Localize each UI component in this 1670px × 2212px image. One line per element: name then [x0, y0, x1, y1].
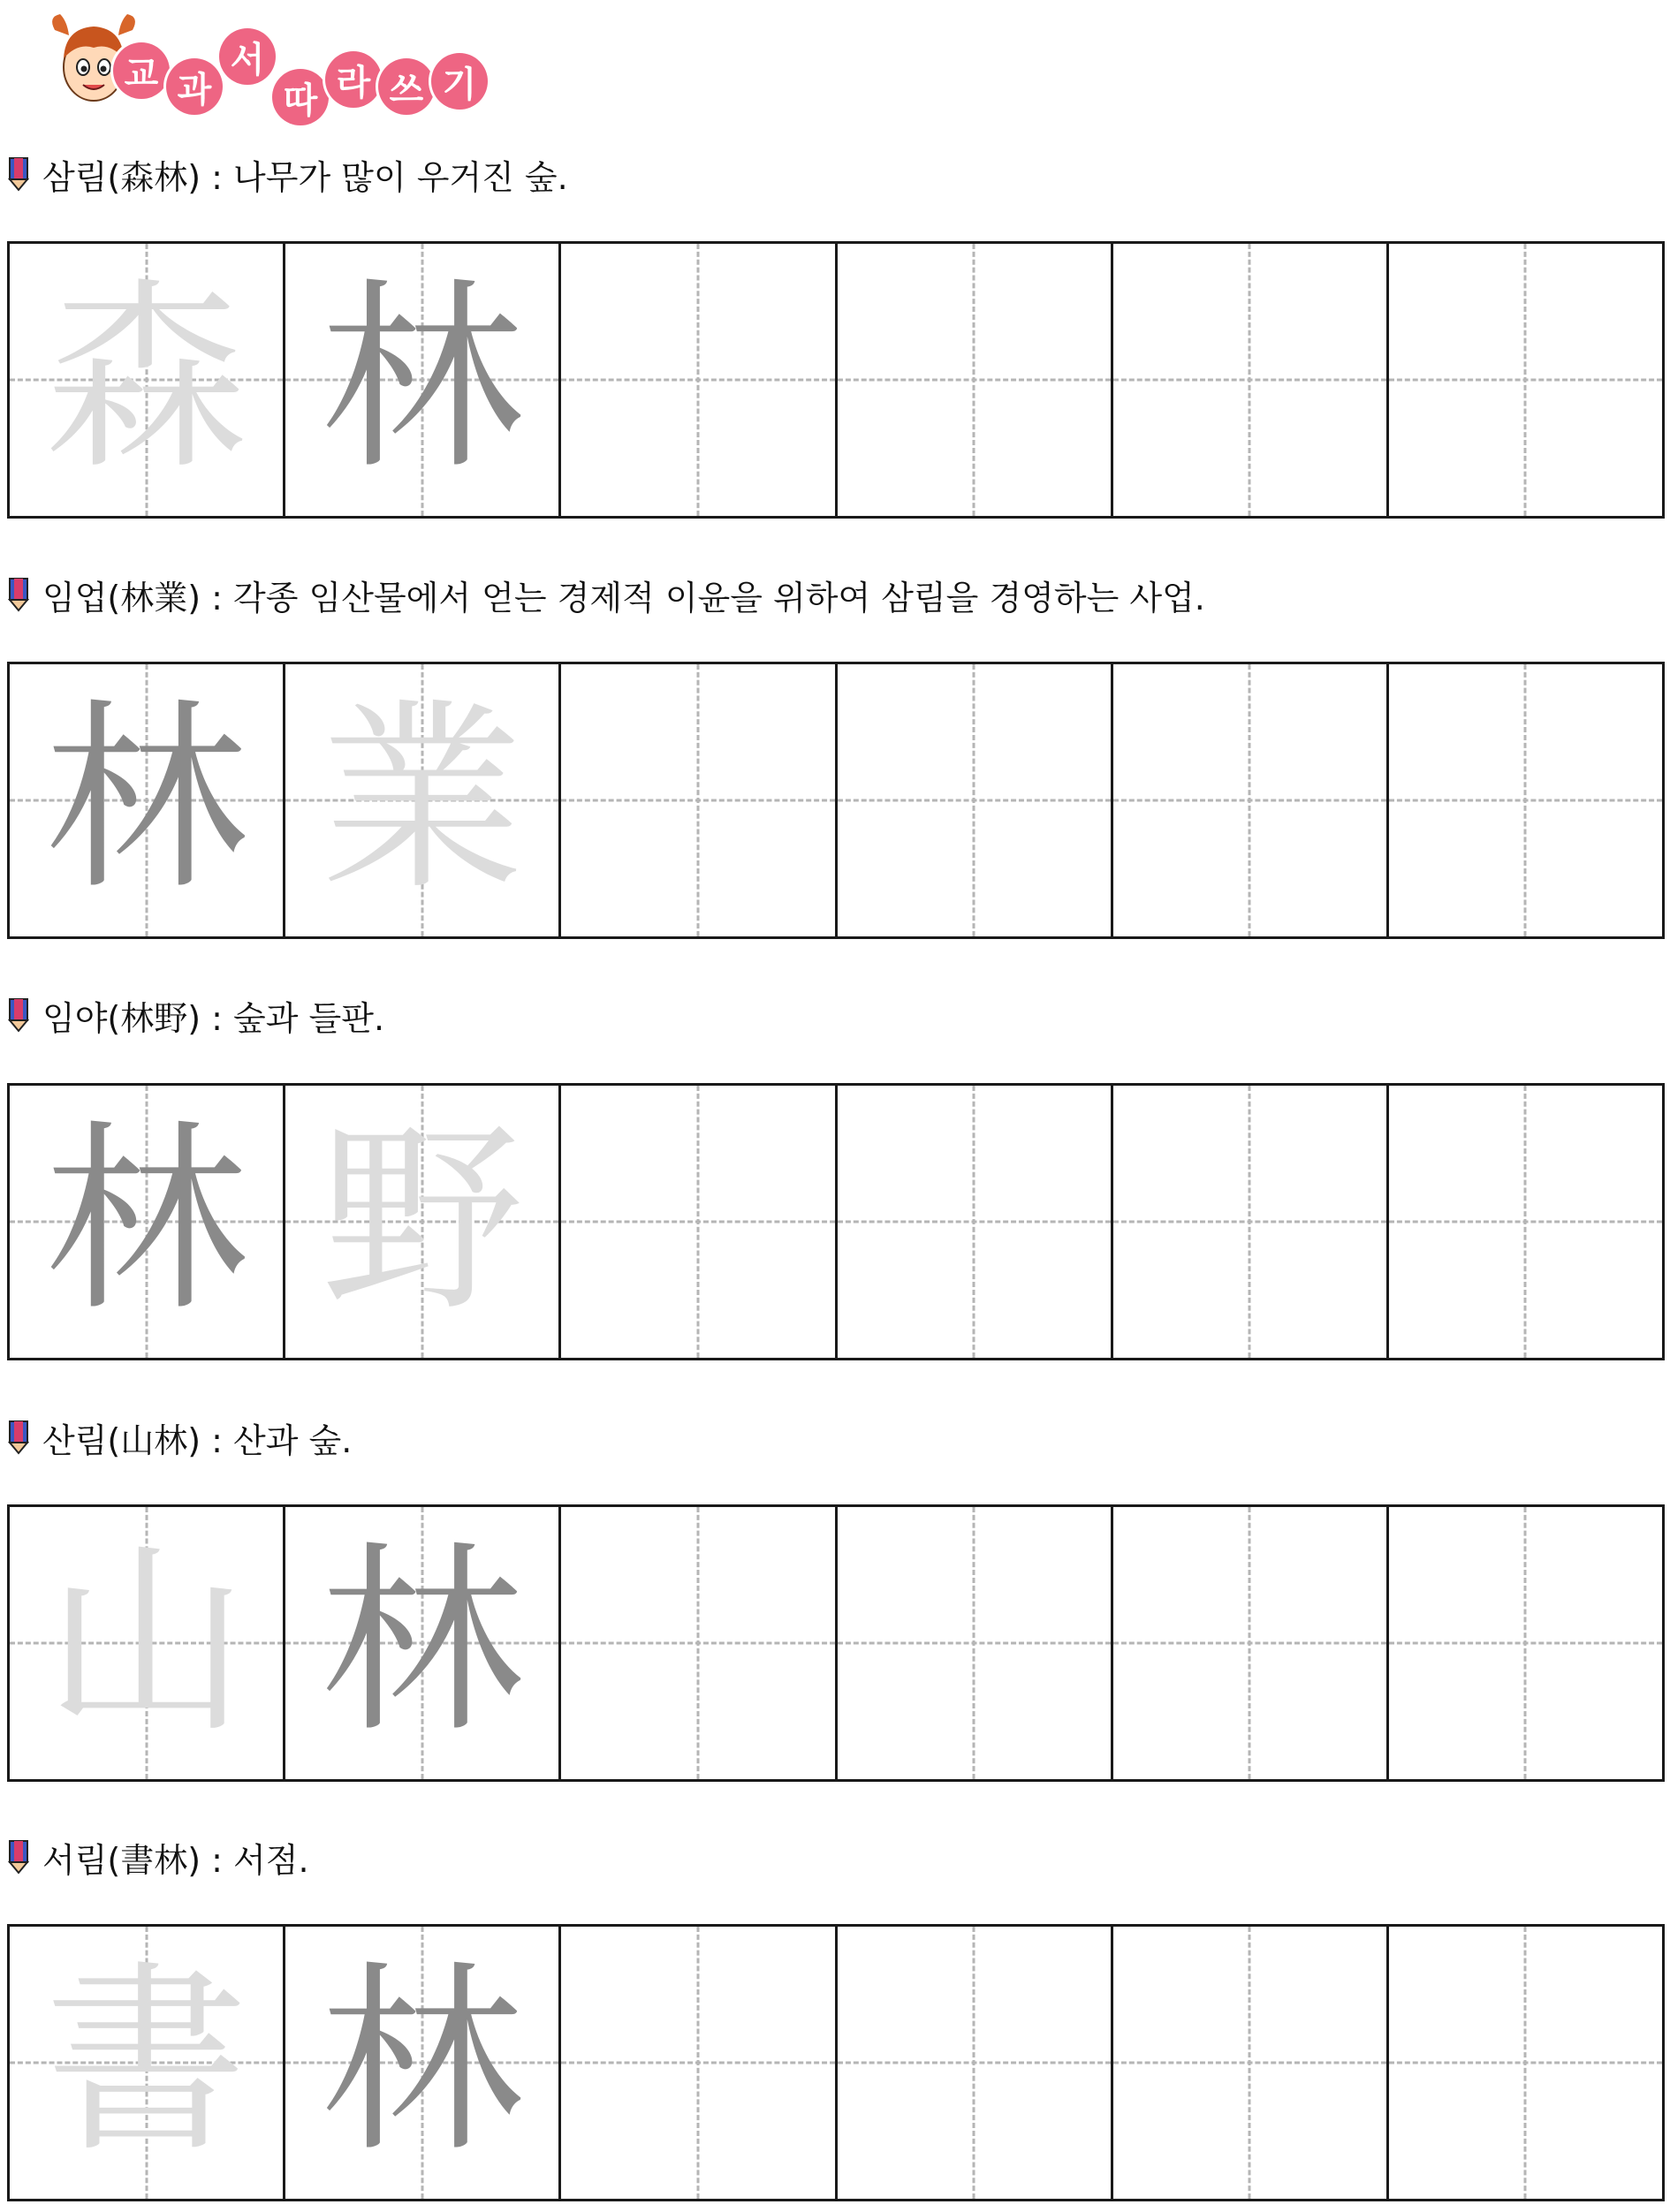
pencil-icon	[7, 577, 30, 612]
writing-cell[interactable]	[285, 244, 561, 516]
section-title-text: 산림(山林) : 산과 숲.	[42, 1420, 353, 1460]
writing-cell[interactable]	[561, 244, 837, 516]
section-title-text: 삼림(森林) : 나무가 많이 우거진 숲.	[42, 157, 568, 197]
header-logo	[18, 0, 477, 128]
writing-cell[interactable]	[838, 1086, 1113, 1358]
horizontal-guide-line	[1113, 799, 1386, 802]
writing-cell[interactable]	[10, 1086, 285, 1358]
logo-letter: 과	[166, 58, 223, 115]
writing-cell[interactable]	[1113, 1927, 1389, 2199]
guide-character: 森	[44, 261, 248, 497]
guide-character: 山	[44, 1525, 248, 1761]
section-title	[7, 572, 1205, 617]
writing-cell[interactable]	[561, 1507, 837, 1779]
writing-cell[interactable]	[285, 1086, 561, 1358]
writing-cell[interactable]	[1389, 244, 1662, 516]
section-title-text: 서림(書林) : 서점.	[42, 1840, 309, 1880]
logo-letter: 서	[219, 28, 276, 85]
horizontal-guide-line	[1113, 2062, 1386, 2064]
writing-cell[interactable]	[10, 244, 285, 516]
writing-cell[interactable]	[285, 664, 561, 936]
horizontal-guide-line	[561, 379, 834, 382]
practice-row	[7, 1083, 1665, 1360]
horizontal-guide-line	[1389, 1642, 1662, 1645]
section-title-text: 임야(林野) : 숲과 들판.	[42, 998, 385, 1038]
writing-cell[interactable]	[1389, 1927, 1662, 2199]
guide-character: 林	[320, 1525, 524, 1761]
logo-letter: 교	[113, 42, 170, 99]
practice-row	[7, 1924, 1665, 2201]
guide-character: 野	[320, 1103, 524, 1339]
writing-cell[interactable]	[10, 664, 285, 936]
writing-cell[interactable]	[1389, 664, 1662, 936]
writing-cell[interactable]	[1389, 1086, 1662, 1358]
writing-cell[interactable]	[838, 1927, 1113, 2199]
practice-row	[7, 662, 1665, 939]
horizontal-guide-line	[561, 799, 834, 802]
horizontal-guide-line	[1113, 1642, 1386, 1645]
writing-cell[interactable]	[838, 1507, 1113, 1779]
section-title	[7, 1835, 309, 1879]
horizontal-guide-line	[838, 799, 1111, 802]
horizontal-guide-line	[1389, 2062, 1662, 2064]
writing-cell[interactable]	[1113, 664, 1389, 936]
writing-cell[interactable]	[285, 1927, 561, 2199]
writing-cell[interactable]	[10, 1927, 285, 2199]
pencil-icon	[7, 1839, 30, 1875]
horizontal-guide-line	[561, 2062, 834, 2064]
pencil-icon	[7, 1420, 30, 1455]
writing-cell[interactable]	[561, 1086, 837, 1358]
horizontal-guide-line	[838, 1642, 1111, 1645]
writing-cell[interactable]	[1389, 1507, 1662, 1779]
writing-cell[interactable]	[838, 664, 1113, 936]
writing-cell[interactable]	[1113, 1086, 1389, 1358]
writing-cell[interactable]	[1113, 244, 1389, 516]
horizontal-guide-line	[561, 1221, 834, 1223]
pencil-icon	[7, 997, 30, 1033]
horizontal-guide-line	[1113, 379, 1386, 382]
guide-character: 林	[44, 682, 248, 918]
writing-cell[interactable]	[285, 1507, 561, 1779]
horizontal-guide-line	[1389, 379, 1662, 382]
practice-row	[7, 241, 1665, 519]
horizontal-guide-line	[838, 2062, 1111, 2064]
guide-character: 書	[44, 1944, 248, 2180]
horizontal-guide-line	[838, 1221, 1111, 1223]
section-title	[7, 152, 568, 196]
section-title	[7, 1415, 352, 1459]
guide-character: 林	[320, 1944, 524, 2180]
writing-cell[interactable]	[561, 1927, 837, 2199]
writing-cell[interactable]	[561, 664, 837, 936]
writing-cell[interactable]	[10, 1507, 285, 1779]
logo-letter: 따	[272, 69, 329, 125]
logo-letter: 라	[325, 51, 382, 108]
horizontal-guide-line	[561, 1642, 834, 1645]
section-title-text: 임업(林業) : 각종 임산물에서 얻는 경제적 이윤을 위하여 삼림을 경영하는 사업.	[42, 578, 1205, 617]
logo-letter: 쓰	[378, 58, 435, 115]
guide-character: 林	[320, 261, 524, 497]
practice-row	[7, 1504, 1665, 1782]
logo-letter: 기	[431, 53, 488, 110]
horizontal-guide-line	[838, 379, 1111, 382]
guide-character: 業	[320, 682, 524, 918]
writing-cell[interactable]	[1113, 1507, 1389, 1779]
writing-cell[interactable]	[838, 244, 1113, 516]
horizontal-guide-line	[1389, 799, 1662, 802]
horizontal-guide-line	[1113, 1221, 1386, 1223]
section-title	[7, 993, 384, 1037]
guide-character: 林	[44, 1103, 248, 1339]
pencil-icon	[7, 156, 30, 192]
horizontal-guide-line	[1389, 1221, 1662, 1223]
